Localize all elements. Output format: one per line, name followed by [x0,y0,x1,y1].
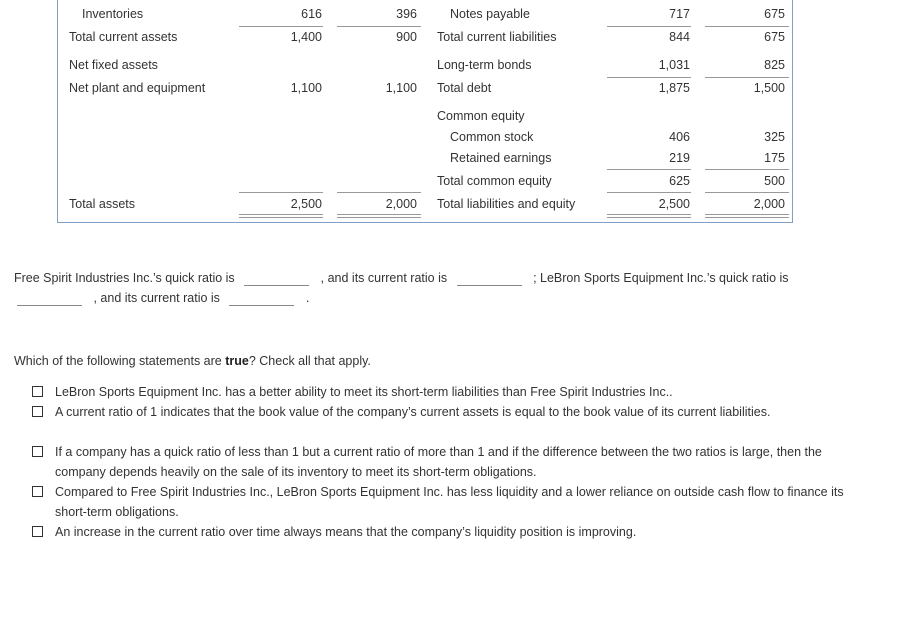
row-label-net-plant-equipment: Net plant and equipment [69,81,206,95]
double-underline [239,214,323,218]
checkbox-option-1[interactable] [32,386,43,397]
total-current-liabilities-value-a: 844 [669,30,690,44]
total-assets-value-b: 2,000 [385,197,417,211]
row-label-notes-payable: Notes payable [450,7,530,21]
total-current-liabilities-value-b: 675 [764,30,785,44]
checkbox-option-3[interactable] [32,446,43,457]
total-current-assets-value-a: 1,400 [290,30,322,44]
long-term-bonds-value-a: 1,031 [658,58,690,72]
total-debt-value-a: 1,875 [658,81,690,95]
fill-in-text: Free Spirit Industries Inc.’s quick ratio is [14,271,235,285]
double-underline [607,214,691,218]
row-label-common-stock: Common stock [450,130,534,144]
double-underline [705,214,789,218]
lebron-current-ratio-input[interactable] [229,291,294,306]
question-text: ? Check all that apply. [248,354,371,368]
fill-in-line-1 [14,270,789,286]
balance-sheet-table [57,0,793,223]
total-liabilities-equity-value-b: 2,000 [753,197,785,211]
question-emphasis: true [225,354,249,368]
fill-in-text: , and its current ratio is [93,291,220,305]
divider [337,192,421,193]
row-label-net-fixed-assets: Net fixed assets [69,58,158,72]
lebron-quick-ratio-input[interactable] [17,291,82,306]
divider [239,192,323,193]
fill-in-text: . [305,291,310,305]
divider [607,77,691,78]
total-assets-value-a: 2,500 [290,197,322,211]
row-label-total-current-liabilities: Total current liabilities [437,30,557,44]
option-4-text: Compared to Free Spirit Industries Inc., LeBron Sports Equipment Inc. has less liquidity and a lower reliance on outside cash flow to finance its short-term obligations. [55,485,844,519]
checkbox-option-4[interactable] [32,486,43,497]
option-2-text: A current ratio of 1 indicates that the book value of the company’s current assets is equal to the book value of its current liabilities. [55,405,771,419]
total-common-equity-value-a: 625 [669,174,690,188]
divider [239,26,323,27]
row-label-total-liabilities-equity: Total liabilities and equity [437,197,576,211]
row-label-total-assets: Total assets [69,197,136,211]
question-prompt [14,353,371,369]
divider [705,77,789,78]
divider [705,192,789,193]
divider [607,169,691,170]
total-common-equity-value-b: 500 [764,174,785,188]
divider [607,26,691,27]
option-5-text: An increase in the current ratio over time always means that the company’s liquidity position is improving. [55,525,637,539]
row-label-total-debt: Total debt [437,81,492,95]
net-plant-value-b: 1,100 [385,81,417,95]
notes-payable-value-b: 675 [764,7,785,21]
inventories-value-b: 396 [396,7,417,21]
common-stock-value-b: 325 [764,130,785,144]
question-text: Which of the following statements are [14,354,226,368]
free-spirit-quick-ratio-input[interactable] [244,271,309,286]
row-label-long-term-bonds: Long-term bonds [437,58,532,72]
total-debt-value-b: 1,500 [753,81,785,95]
option-3-text: If a company has a quick ratio of less than 1 but a current ratio of more than 1 and if the difference between the two ratios is large, then the company depends heavily on the sale of its inventory to meet its short-term obligations. [55,445,822,479]
divider [705,169,789,170]
double-underline [337,214,421,218]
free-spirit-current-ratio-input[interactable] [457,271,522,286]
row-label-total-current-assets: Total current assets [69,30,178,44]
checkbox-option-2[interactable] [32,406,43,417]
option-1-text: LeBron Sports Equipment Inc. has a better ability to meet its short-term liabilities than Free Spirit Industries Inc.. [55,385,673,399]
fill-in-text: , and its current ratio is [320,271,448,285]
long-term-bonds-value-b: 825 [764,58,785,72]
row-label-retained-earnings: Retained earnings [450,151,552,165]
notes-payable-value-a: 717 [669,7,690,21]
net-plant-value-a: 1,100 [290,81,322,95]
common-stock-value-a: 406 [669,130,690,144]
row-label-total-common-equity: Total common equity [437,174,552,188]
inventories-value-a: 616 [301,7,322,21]
row-label-inventories: Inventories [82,7,144,21]
divider [337,26,421,27]
divider [607,192,691,193]
retained-earnings-value-b: 175 [764,151,785,165]
row-label-common-equity: Common equity [437,109,525,123]
total-liabilities-equity-value-a: 2,500 [658,197,690,211]
checkbox-option-5[interactable] [32,526,43,537]
fill-in-text: ; LeBron Sports Equipment Inc.’s quick ratio is [533,271,789,285]
retained-earnings-value-a: 219 [669,151,690,165]
divider [705,26,789,27]
fill-in-line-2 [15,290,309,306]
total-current-assets-value-b: 900 [396,30,417,44]
